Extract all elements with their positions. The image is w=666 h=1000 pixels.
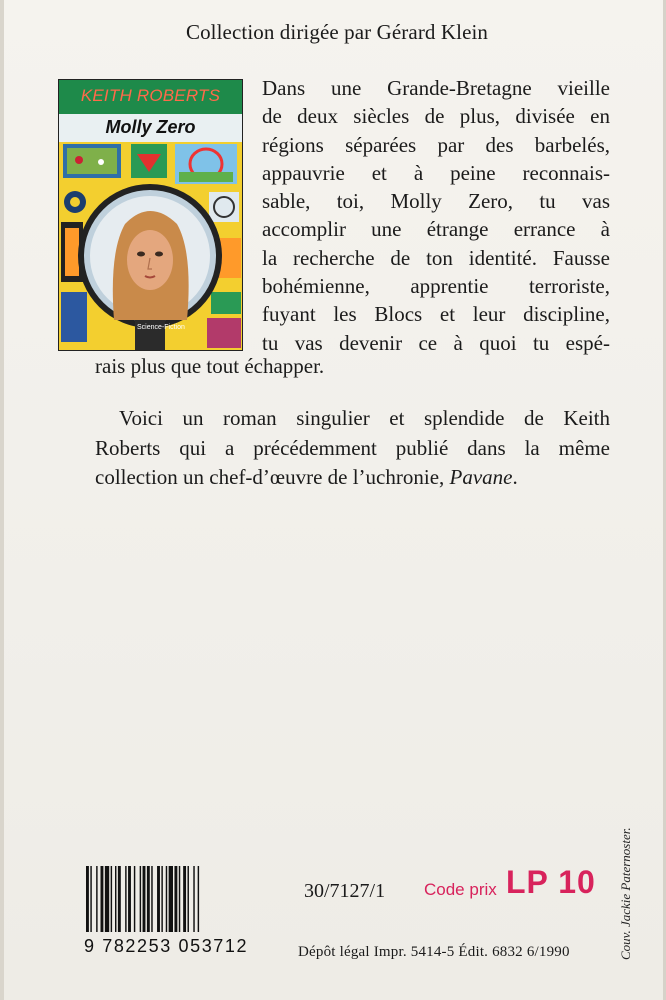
book-cover-thumbnail bbox=[59, 80, 242, 350]
blurb-line: Voici un roman singulier et splendide de Keith bbox=[119, 406, 610, 430]
blurb-line: tu vas devenir ce à quoi tu espé- bbox=[262, 330, 610, 355]
blurb-line: de deux siècles de plus, divisée en bbox=[262, 104, 610, 129]
blurb-line: accomplir une étrange errance à bbox=[262, 217, 610, 242]
price-code-value: LP 10 bbox=[506, 864, 596, 900]
blurb-line-final bbox=[95, 463, 610, 493]
price-code-label: Code prix bbox=[424, 880, 497, 899]
cover-title: Molly Zero bbox=[105, 117, 196, 137]
blurb-paragraph-2 bbox=[95, 404, 610, 493]
reference-number: 30/7127/1 bbox=[304, 880, 386, 902]
legal-deposit: Dépôt légal Impr. 5414-5 Édit. 6832 6/1990 bbox=[298, 944, 570, 960]
cover-series-label: Science-Fiction bbox=[137, 324, 185, 331]
book-title-pavane: Pavane bbox=[449, 465, 513, 489]
blurb-line: régions séparées par des barbelés, bbox=[262, 132, 610, 157]
blurb-last-line: rais plus que tout échapper. bbox=[95, 354, 325, 378]
blurb-line: Roberts qui a précédemment publié dans la même bbox=[95, 435, 610, 460]
blurb-paragraph-1 bbox=[262, 74, 610, 357]
blurb-line: appauvrie et à peine reconnais- bbox=[262, 160, 610, 185]
blurb-line: fuyant les Blocs et leur discipline, bbox=[262, 302, 610, 327]
blurb-text: collection un chef-d’œuvre de l’uchronie, bbox=[95, 465, 450, 489]
barcode bbox=[84, 866, 248, 932]
collection-line: Collection dirigée par Gérard Klein bbox=[185, 20, 489, 44]
blurb-line: la recherche de ton identité. Fausse bbox=[262, 245, 610, 270]
cover-author: KEITH ROBERTS bbox=[80, 86, 221, 105]
cover-illustration bbox=[59, 142, 242, 350]
blurb-line: sable, toi, Molly Zero, tu vas bbox=[262, 189, 610, 214]
blurb-line: bohémienne, apprentie terroriste, bbox=[262, 274, 610, 299]
blurb-punct: . bbox=[512, 465, 518, 489]
blurb-line: Dans une Grande-Bretagne vieille bbox=[262, 76, 610, 100]
cover-credit: Couv. Jackie Paternoster. bbox=[618, 827, 633, 960]
isbn-number: 9 782253 053712 bbox=[84, 936, 249, 956]
